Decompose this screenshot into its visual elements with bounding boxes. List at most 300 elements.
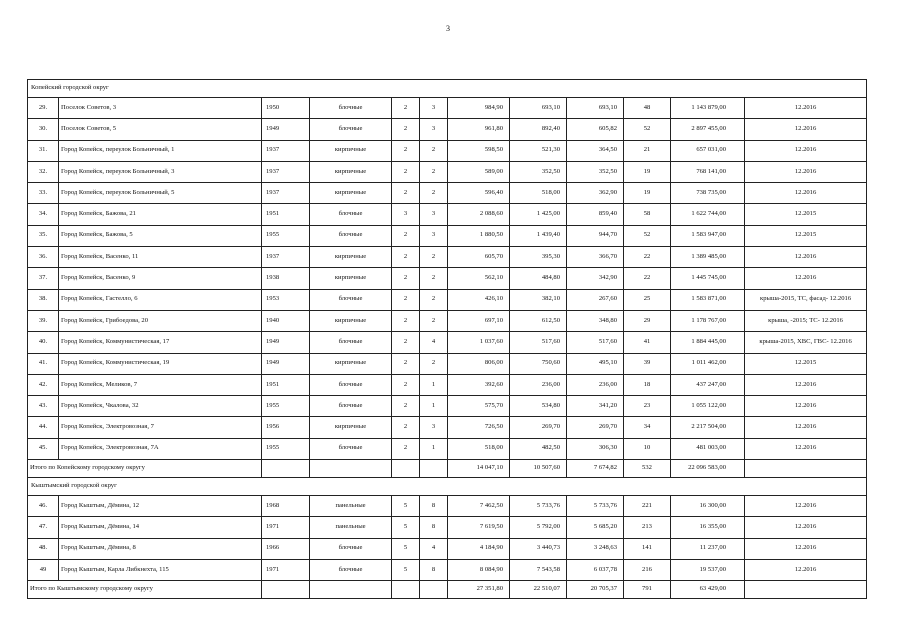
residential-area-cell: 3 248,63	[567, 538, 624, 559]
row-number-cell: 30.	[28, 119, 59, 140]
entrances-cell: 1	[420, 396, 448, 417]
completion-term-cell: 12.2016	[745, 438, 867, 459]
floors-cell: 2	[392, 225, 420, 246]
entrances-cell: 2	[420, 140, 448, 161]
completion-term-cell: 12.2015	[745, 204, 867, 225]
floors-cell: 5	[392, 559, 420, 580]
section-title: Кыштымский городской округ	[28, 478, 867, 496]
living-area-cell: 7 543,58	[510, 559, 567, 580]
row-number-cell: 42.	[28, 374, 59, 395]
year-built-cell: 1966	[262, 538, 310, 559]
repair-cost-cell: 1 884 445,00	[671, 332, 745, 353]
completion-term-cell: 12.2016	[745, 559, 867, 580]
repair-cost-cell: 738 735,00	[671, 183, 745, 204]
completion-term-cell: 12.2016	[745, 417, 867, 438]
total-area-cell: 1 037,60	[448, 332, 510, 353]
year-built-cell: 1971	[262, 559, 310, 580]
empty-cell	[262, 581, 310, 599]
wall-material-cell: кирпичные	[310, 310, 392, 331]
empty-cell	[262, 460, 310, 478]
year-built-cell: 1971	[262, 517, 310, 538]
residents-count-cell: 216	[624, 559, 671, 580]
completion-term-cell: 12.2016	[745, 496, 867, 517]
living-area-cell: 5 733,76	[510, 496, 567, 517]
living-area-cell: 517,60	[510, 332, 567, 353]
row-number-cell: 41.	[28, 353, 59, 374]
floors-cell: 2	[392, 417, 420, 438]
completion-term-cell: 12.2016	[745, 268, 867, 289]
living-area-cell: 892,40	[510, 119, 567, 140]
living-area-cell: 534,80	[510, 396, 567, 417]
table-row	[28, 98, 867, 119]
living-area-cell: 352,50	[510, 161, 567, 182]
total-area-cell: 605,70	[448, 247, 510, 268]
address-cell: Город Копейск, Чкалова, 32	[59, 396, 262, 417]
year-built-cell: 1955	[262, 438, 310, 459]
residential-area-cell: 267,60	[567, 289, 624, 310]
floors-cell: 2	[392, 332, 420, 353]
row-number-cell: 38.	[28, 289, 59, 310]
entrances-cell: 2	[420, 353, 448, 374]
repair-cost-cell: 1 622 744,00	[671, 204, 745, 225]
residential-area-cell: 859,40	[567, 204, 624, 225]
wall-material-cell: блочные	[310, 396, 392, 417]
living-area-cell: 1 425,00	[510, 204, 567, 225]
living-area-cell: 5 792,00	[510, 517, 567, 538]
repair-cost-cell: 11 237,00	[671, 538, 745, 559]
table-row	[28, 559, 867, 580]
floors-cell: 2	[392, 247, 420, 268]
empty-cell	[420, 460, 448, 478]
living-area-cell: 521,30	[510, 140, 567, 161]
residents-count-cell: 18	[624, 374, 671, 395]
address-cell: Город Копейск, Коммунистическая, 17	[59, 332, 262, 353]
section-header-row	[28, 478, 867, 496]
year-built-cell: 1951	[262, 374, 310, 395]
entrances-cell: 8	[420, 517, 448, 538]
residential-area-cell: 364,50	[567, 140, 624, 161]
wall-material-cell: кирпичные	[310, 140, 392, 161]
completion-term-cell: 12.2016	[745, 161, 867, 182]
row-number-cell: 49	[28, 559, 59, 580]
entrances-cell: 3	[420, 204, 448, 225]
year-built-cell: 1953	[262, 289, 310, 310]
repair-cost-cell: 768 141,00	[671, 161, 745, 182]
living-area-cell: 693,10	[510, 98, 567, 119]
total-area-cell: 2 088,60	[448, 204, 510, 225]
residential-area-cell: 495,10	[567, 353, 624, 374]
repair-cost-cell: 1 178 767,00	[671, 310, 745, 331]
page-number: 3	[446, 24, 450, 33]
entrances-cell: 4	[420, 332, 448, 353]
wall-material-cell: панельные	[310, 496, 392, 517]
residential-area-cell: 944,70	[567, 225, 624, 246]
table-row	[28, 310, 867, 331]
completion-term-cell: 12.2016	[745, 183, 867, 204]
floors-cell: 2	[392, 353, 420, 374]
address-cell: Поселок Советов, 3	[59, 98, 262, 119]
table-row	[28, 268, 867, 289]
residential-area-cell: 348,80	[567, 310, 624, 331]
empty-cell	[420, 581, 448, 599]
address-cell: Поселок Советов, 5	[59, 119, 262, 140]
total-area-cell: 589,00	[448, 161, 510, 182]
empty-cell	[745, 460, 867, 478]
row-number-cell: 36.	[28, 247, 59, 268]
repair-cost-cell: 16 300,00	[671, 496, 745, 517]
table-row	[28, 496, 867, 517]
completion-term-cell: 12.2015	[745, 353, 867, 374]
total-area-cell: 1 880,50	[448, 225, 510, 246]
empty-cell	[392, 581, 420, 599]
completion-term-cell: 12.2016	[745, 140, 867, 161]
wall-material-cell: блочные	[310, 204, 392, 225]
table-row	[28, 417, 867, 438]
completion-term-cell: крыша-2015, ТС, фасад- 12.2016	[745, 289, 867, 310]
residents-count-cell: 19	[624, 183, 671, 204]
empty-cell	[745, 581, 867, 599]
year-built-cell: 1950	[262, 98, 310, 119]
residents-count-cell: 58	[624, 204, 671, 225]
entrances-cell: 2	[420, 268, 448, 289]
total-residents-count-cell: 532	[624, 460, 671, 478]
table-row	[28, 517, 867, 538]
repair-cost-cell: 1 583 947,00	[671, 225, 745, 246]
residents-count-cell: 213	[624, 517, 671, 538]
total-area-cell: 596,40	[448, 183, 510, 204]
table-row	[28, 396, 867, 417]
address-cell: Город Копейск, Грибоедова, 20	[59, 310, 262, 331]
empty-cell	[392, 460, 420, 478]
completion-term-cell: 12.2016	[745, 247, 867, 268]
repair-cost-cell: 437 247,00	[671, 374, 745, 395]
entrances-cell: 3	[420, 119, 448, 140]
residential-area-cell: 362,90	[567, 183, 624, 204]
entrances-cell: 8	[420, 496, 448, 517]
living-area-cell: 382,10	[510, 289, 567, 310]
residents-count-cell: 39	[624, 353, 671, 374]
total-area-cell: 806,00	[448, 353, 510, 374]
total-area-cell: 598,50	[448, 140, 510, 161]
entrances-cell: 2	[420, 247, 448, 268]
residents-count-cell: 10	[624, 438, 671, 459]
residential-area-cell: 5 733,76	[567, 496, 624, 517]
total-repair-cost-cell: 63 429,00	[671, 581, 745, 599]
wall-material-cell: блочные	[310, 332, 392, 353]
year-built-cell: 1949	[262, 119, 310, 140]
completion-term-cell: 12.2016	[745, 98, 867, 119]
living-area-cell: 269,70	[510, 417, 567, 438]
residents-count-cell: 21	[624, 140, 671, 161]
residential-area-cell: 352,50	[567, 161, 624, 182]
total-area-cell: 426,10	[448, 289, 510, 310]
living-area-cell: 484,80	[510, 268, 567, 289]
row-number-cell: 48.	[28, 538, 59, 559]
wall-material-cell: кирпичные	[310, 247, 392, 268]
row-number-cell: 39.	[28, 310, 59, 331]
residents-count-cell: 23	[624, 396, 671, 417]
residents-count-cell: 19	[624, 161, 671, 182]
completion-term-cell: 12.2015	[745, 225, 867, 246]
entrances-cell: 1	[420, 374, 448, 395]
living-area-cell: 3 440,73	[510, 538, 567, 559]
year-built-cell: 1949	[262, 353, 310, 374]
floors-cell: 2	[392, 396, 420, 417]
address-cell: Город Кыштым, Карла Либкнехта, 115	[59, 559, 262, 580]
floors-cell: 2	[392, 289, 420, 310]
wall-material-cell: блочные	[310, 559, 392, 580]
row-number-cell: 33.	[28, 183, 59, 204]
year-built-cell: 1937	[262, 140, 310, 161]
floors-cell: 2	[392, 119, 420, 140]
residents-count-cell: 52	[624, 225, 671, 246]
section-total-row	[28, 460, 867, 478]
total-area-cell: 392,60	[448, 374, 510, 395]
floors-cell: 2	[392, 98, 420, 119]
section-title: Копейский городской округ	[28, 80, 867, 98]
table-row	[28, 119, 867, 140]
total-area-cell: 984,90	[448, 98, 510, 119]
residents-count-cell: 221	[624, 496, 671, 517]
completion-term-cell: крыша-2015, ХВС, ГВС- 12.2016	[745, 332, 867, 353]
completion-term-cell: крыша, -2015; ТС- 12.2016	[745, 310, 867, 331]
table-row	[28, 289, 867, 310]
row-number-cell: 31.	[28, 140, 59, 161]
wall-material-cell: блочные	[310, 438, 392, 459]
wall-material-cell: кирпичные	[310, 161, 392, 182]
row-number-cell: 35.	[28, 225, 59, 246]
residents-count-cell: 22	[624, 247, 671, 268]
year-built-cell: 1956	[262, 417, 310, 438]
total-area-cell: 961,80	[448, 119, 510, 140]
address-cell: Город Кыштым, Дёмина, 8	[59, 538, 262, 559]
residential-area-cell: 341,20	[567, 396, 624, 417]
entrances-cell: 3	[420, 225, 448, 246]
section-header-row	[28, 80, 867, 98]
year-built-cell: 1949	[262, 332, 310, 353]
entrances-cell: 2	[420, 161, 448, 182]
year-built-cell: 1968	[262, 496, 310, 517]
repair-cost-cell: 2 897 455,00	[671, 119, 745, 140]
repair-cost-cell: 657 031,00	[671, 140, 745, 161]
residential-area-cell: 5 685,20	[567, 517, 624, 538]
entrances-cell: 2	[420, 183, 448, 204]
residents-count-cell: 48	[624, 98, 671, 119]
housing-register-table	[27, 79, 867, 599]
repair-cost-cell: 1 143 879,00	[671, 98, 745, 119]
total-repair-cost-cell: 22 096 583,00	[671, 460, 745, 478]
entrances-cell: 4	[420, 538, 448, 559]
address-cell: Город Копейск, Васенко, 11	[59, 247, 262, 268]
entrances-cell: 2	[420, 289, 448, 310]
repair-cost-cell: 1 011 462,00	[671, 353, 745, 374]
living-area-cell: 236,00	[510, 374, 567, 395]
residential-area-cell: 605,82	[567, 119, 624, 140]
total-area-cell: 7 619,50	[448, 517, 510, 538]
total-residential-area-cell: 7 674,82	[567, 460, 624, 478]
address-cell: Город Копейск, Гастелло, 6	[59, 289, 262, 310]
table-row	[28, 161, 867, 182]
table-row	[28, 183, 867, 204]
year-built-cell: 1940	[262, 310, 310, 331]
empty-cell	[310, 581, 392, 599]
wall-material-cell: кирпичные	[310, 417, 392, 438]
year-built-cell: 1951	[262, 204, 310, 225]
residential-area-cell: 306,30	[567, 438, 624, 459]
wall-material-cell: блочные	[310, 374, 392, 395]
total-label: Итого по Копейскому городскому округу	[28, 460, 262, 478]
residents-count-cell: 34	[624, 417, 671, 438]
floors-cell: 2	[392, 310, 420, 331]
address-cell: Город Копейск, Васенко, 9	[59, 268, 262, 289]
living-area-cell: 518,00	[510, 183, 567, 204]
total-living-area-cell: 10 507,60	[510, 460, 567, 478]
address-cell: Город Копейск, переулок Больничный, 3	[59, 161, 262, 182]
repair-cost-cell: 481 003,00	[671, 438, 745, 459]
section-total-row	[28, 581, 867, 599]
total-area-cell: 7 462,50	[448, 496, 510, 517]
repair-cost-cell: 2 217 504,00	[671, 417, 745, 438]
repair-cost-cell: 1 055 122,00	[671, 396, 745, 417]
register-body	[28, 80, 867, 599]
repair-cost-cell: 16 355,00	[671, 517, 745, 538]
wall-material-cell: кирпичные	[310, 353, 392, 374]
completion-term-cell: 12.2016	[745, 538, 867, 559]
residents-count-cell: 141	[624, 538, 671, 559]
floors-cell: 5	[392, 517, 420, 538]
residential-area-cell: 269,70	[567, 417, 624, 438]
wall-material-cell: блочные	[310, 98, 392, 119]
total-area-cell: 518,00	[448, 438, 510, 459]
year-built-cell: 1955	[262, 396, 310, 417]
repair-cost-cell: 1 389 485,00	[671, 247, 745, 268]
floors-cell: 2	[392, 438, 420, 459]
wall-material-cell: блочные	[310, 119, 392, 140]
entrances-cell: 3	[420, 98, 448, 119]
total-area-cell: 575,70	[448, 396, 510, 417]
wall-material-cell: блочные	[310, 538, 392, 559]
completion-term-cell: 12.2016	[745, 119, 867, 140]
table-row	[28, 353, 867, 374]
living-area-cell: 482,50	[510, 438, 567, 459]
address-cell: Город Копейск, Электровозная, 7А	[59, 438, 262, 459]
row-number-cell: 34.	[28, 204, 59, 225]
year-built-cell: 1937	[262, 161, 310, 182]
living-area-cell: 1 439,40	[510, 225, 567, 246]
table-row	[28, 538, 867, 559]
year-built-cell: 1937	[262, 247, 310, 268]
year-built-cell: 1955	[262, 225, 310, 246]
row-number-cell: 44.	[28, 417, 59, 438]
address-cell: Город Копейск, переулок Больничный, 5	[59, 183, 262, 204]
row-number-cell: 32.	[28, 161, 59, 182]
living-area-cell: 395,30	[510, 247, 567, 268]
floors-cell: 5	[392, 496, 420, 517]
year-built-cell: 1938	[262, 268, 310, 289]
wall-material-cell: панельные	[310, 517, 392, 538]
entrances-cell: 8	[420, 559, 448, 580]
entrances-cell: 2	[420, 310, 448, 331]
residential-area-cell: 6 037,78	[567, 559, 624, 580]
row-number-cell: 37.	[28, 268, 59, 289]
row-number-cell: 40.	[28, 332, 59, 353]
address-cell: Город Копейск, Коммунистическая, 19	[59, 353, 262, 374]
total-area-cell: 562,10	[448, 268, 510, 289]
address-cell: Город Кыштым, Дёмина, 14	[59, 517, 262, 538]
table-row	[28, 247, 867, 268]
residential-area-cell: 693,10	[567, 98, 624, 119]
address-cell: Город Копейск, переулок Больничный, 1	[59, 140, 262, 161]
floors-cell: 2	[392, 183, 420, 204]
completion-term-cell: 12.2016	[745, 517, 867, 538]
empty-cell	[310, 460, 392, 478]
repair-cost-cell: 19 537,00	[671, 559, 745, 580]
total-total-area-cell: 14 047,10	[448, 460, 510, 478]
total-area-cell: 697,10	[448, 310, 510, 331]
total-area-cell: 726,50	[448, 417, 510, 438]
wall-material-cell: кирпичные	[310, 268, 392, 289]
residential-area-cell: 517,60	[567, 332, 624, 353]
row-number-cell: 46.	[28, 496, 59, 517]
completion-term-cell: 12.2016	[745, 374, 867, 395]
entrances-cell: 1	[420, 438, 448, 459]
residents-count-cell: 25	[624, 289, 671, 310]
residents-count-cell: 22	[624, 268, 671, 289]
wall-material-cell: блочные	[310, 225, 392, 246]
total-residential-area-cell: 20 705,37	[567, 581, 624, 599]
row-number-cell: 43.	[28, 396, 59, 417]
floors-cell: 3	[392, 204, 420, 225]
address-cell: Город Кыштым, Дёмина, 12	[59, 496, 262, 517]
table-row	[28, 332, 867, 353]
row-number-cell: 47.	[28, 517, 59, 538]
residents-count-cell: 41	[624, 332, 671, 353]
year-built-cell: 1937	[262, 183, 310, 204]
address-cell: Город Копейск, Бажова, 21	[59, 204, 262, 225]
repair-cost-cell: 1 583 871,00	[671, 289, 745, 310]
row-number-cell: 29.	[28, 98, 59, 119]
residential-area-cell: 342,90	[567, 268, 624, 289]
residents-count-cell: 29	[624, 310, 671, 331]
completion-term-cell: 12.2016	[745, 396, 867, 417]
floors-cell: 5	[392, 538, 420, 559]
floors-cell: 2	[392, 268, 420, 289]
repair-cost-cell: 1 445 745,00	[671, 268, 745, 289]
residential-area-cell: 366,70	[567, 247, 624, 268]
row-number-cell: 45.	[28, 438, 59, 459]
living-area-cell: 750,60	[510, 353, 567, 374]
floors-cell: 2	[392, 140, 420, 161]
table-row	[28, 438, 867, 459]
total-area-cell: 8 084,90	[448, 559, 510, 580]
total-area-cell: 4 184,90	[448, 538, 510, 559]
total-living-area-cell: 22 510,07	[510, 581, 567, 599]
residential-area-cell: 236,00	[567, 374, 624, 395]
address-cell: Город Копейск, Бажова, 5	[59, 225, 262, 246]
floors-cell: 2	[392, 374, 420, 395]
total-residents-count-cell: 791	[624, 581, 671, 599]
living-area-cell: 612,50	[510, 310, 567, 331]
residents-count-cell: 52	[624, 119, 671, 140]
table-row	[28, 225, 867, 246]
floors-cell: 2	[392, 161, 420, 182]
table-row	[28, 140, 867, 161]
entrances-cell: 3	[420, 417, 448, 438]
total-label: Итого по Кыштымскому городскому округу	[28, 581, 262, 599]
address-cell: Город Копейск, Электровозная, 7	[59, 417, 262, 438]
address-cell: Город Копейск, Меликов, 7	[59, 374, 262, 395]
table-row	[28, 204, 867, 225]
